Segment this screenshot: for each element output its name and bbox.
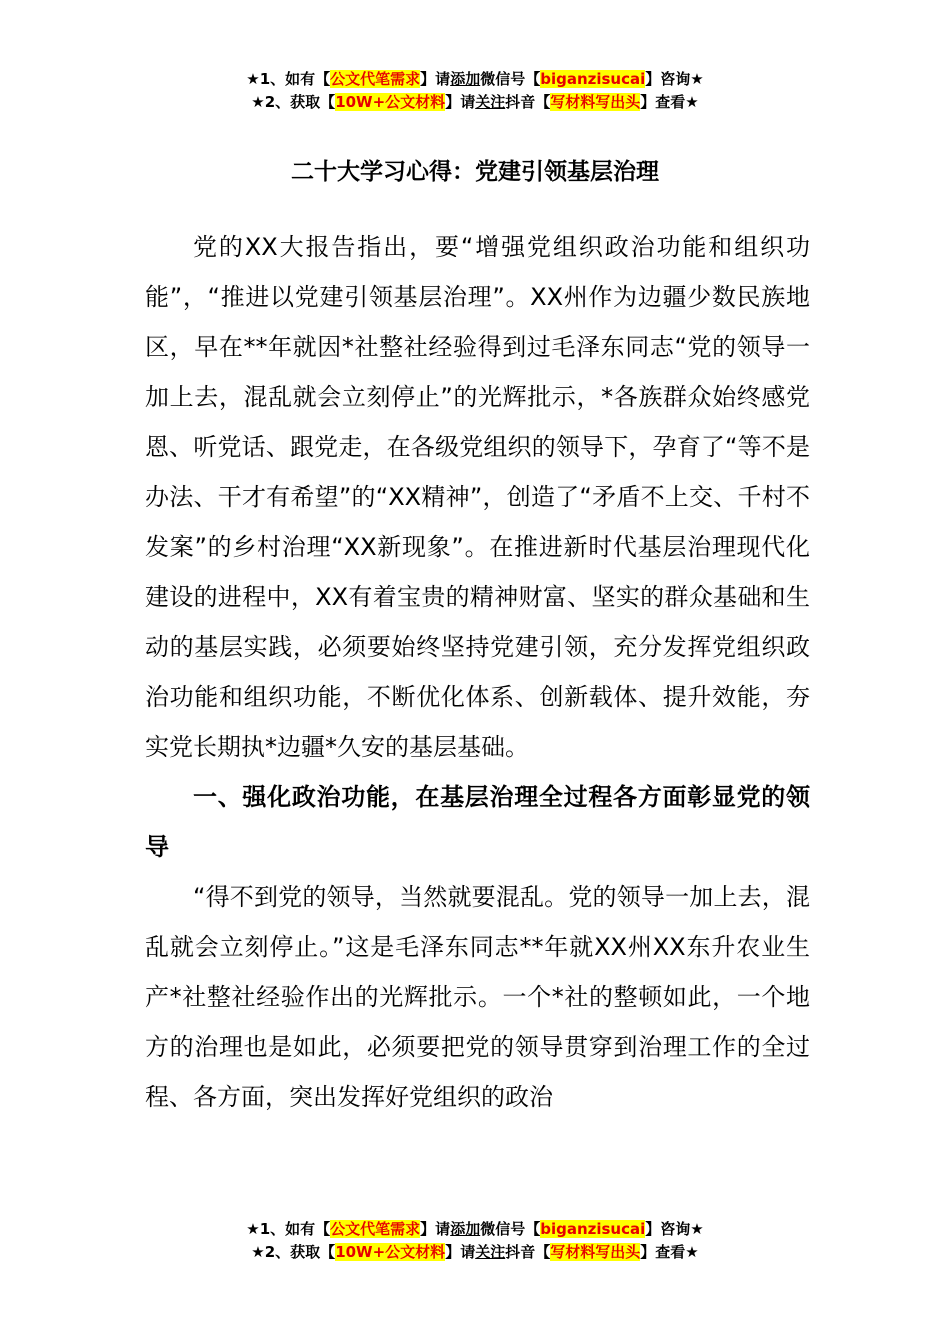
promo-line-2 xyxy=(0,91,950,114)
paragraph-intro: 党的XX大报告指出，要“增强党组织政治功能和组织功能”，“推进以党建引领基层治理”。XX州作为边疆少数民族地区，早在**年就因*社整社经验得到过毛泽东同志“党的领导一加上去，混乱就会立刻停止”的光辉批示，*各族群众始终感党恩、听党话、跟党走，在各级党组织的领导下，孕育了“等不是办法、干才有希望”的“XX精神”，创造了“矛盾不上交、千村不发案”的乡村治理“XX新现象”。在推进新时代基层治理现代化建设的进程中，XX有着宝贵的精神财富、坚实的群众基础和生动的基层实践，必须要始终坚持党建引领，充分发挥党组织政治功能和组织功能，不断优化体系、创新载体、提升效能，夯实党长期执*边疆*久安的基层基础。 xyxy=(145,233,810,761)
promo-text: ★1、如有【 xyxy=(246,1220,331,1238)
promo-text: ★2、获取【 xyxy=(251,93,336,111)
promo-highlight: 公文代笔需求 xyxy=(330,1220,421,1238)
promo-text: 微信号【 xyxy=(480,1220,541,1238)
promo-text: 】查看★ xyxy=(640,93,699,111)
promo-text: 】查看★ xyxy=(640,1243,699,1261)
document-title: 二十大学习心得：党建引领基层治理 xyxy=(291,159,659,185)
paragraph-section-1: “得不到党的领导，当然就要混乱。党的领导一加上去，混乱就会立刻停止。”这是毛泽东同志**年就XX州XX东升农业生产*社整社经验作出的光辉批示。一个*社的整顿如此，一个地方的治理也是如此，必须要把党的领导贯穿到治理工作的全过程、各方面，突出发挥好党组织的政治 xyxy=(145,883,810,1111)
promo-underlined: 添加 xyxy=(450,1220,481,1238)
promo-text: 】请 xyxy=(420,70,451,88)
promo-text: 】请 xyxy=(420,1220,451,1238)
promo-text: 抖音【 xyxy=(505,1243,551,1261)
promo-douyin-name: 写材料写出头 xyxy=(550,93,641,111)
promo-wechat-id: biganzisucai xyxy=(540,70,646,88)
promo-line-1 xyxy=(0,68,950,91)
promo-text: 】咨询★ xyxy=(645,1220,704,1238)
bottom-promo-banner xyxy=(0,1218,950,1264)
top-promo-banner xyxy=(0,68,950,114)
promo-text: 】请 xyxy=(445,93,476,111)
promo-line-1 xyxy=(0,1218,950,1241)
promo-underlined: 关注 xyxy=(475,93,506,111)
promo-text: 】咨询★ xyxy=(645,70,704,88)
promo-text: ★1、如有【 xyxy=(246,70,331,88)
section-heading-1: 一、强化政治功能，在基层治理全过程各方面彰显党的领导 xyxy=(145,783,810,861)
promo-wechat-id: biganzisucai xyxy=(540,1220,646,1238)
promo-highlight: 10W+公文材料 xyxy=(335,1243,446,1261)
promo-line-2 xyxy=(0,1241,950,1264)
promo-highlight: 10W+公文材料 xyxy=(335,93,446,111)
promo-douyin-name: 写材料写出头 xyxy=(550,1243,641,1261)
promo-text: 】请 xyxy=(445,1243,476,1261)
promo-underlined: 关注 xyxy=(475,1243,506,1261)
promo-text: 微信号【 xyxy=(480,70,541,88)
document-body xyxy=(145,222,810,1122)
promo-text: 抖音【 xyxy=(505,93,551,111)
promo-highlight: 公文代笔需求 xyxy=(330,70,421,88)
promo-text: ★2、获取【 xyxy=(251,1243,336,1261)
promo-underlined: 添加 xyxy=(450,70,481,88)
